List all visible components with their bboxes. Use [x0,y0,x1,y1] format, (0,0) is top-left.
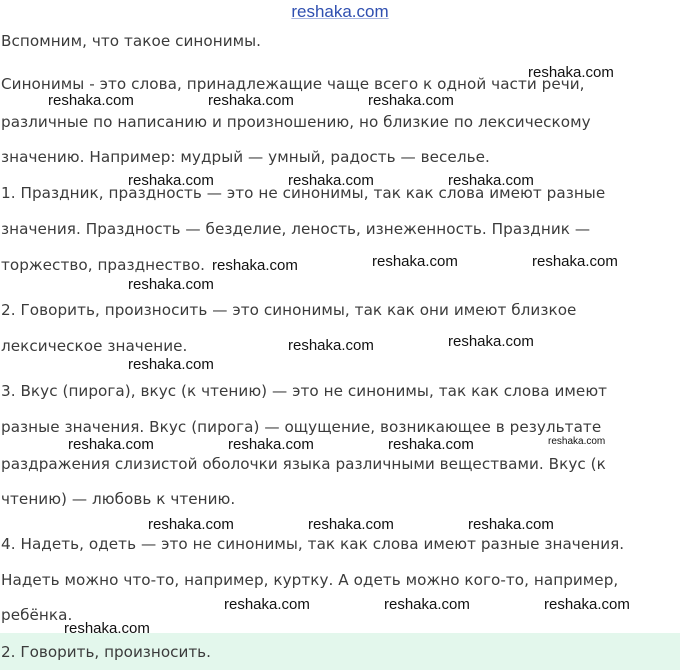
answer-text: 2. Говорить, произносить. [1,643,211,661]
answer-box [0,633,680,670]
watermark: reshaka.com [388,436,474,453]
watermark: reshaka.com [128,172,214,189]
watermark: reshaka.com [68,436,154,453]
text-line: 3. Вкус (пирога), вкус (к чтению) — это не синонимы, так как слова имеют [1,382,608,400]
intro-line: Вспомним, что такое синонимы. [1,32,262,50]
text-line: разные значения. Вкус (пирога) — ощущение, возникающее в результате [1,418,602,436]
text-line: 4. Надеть, одеть — это не синонимы, так как слова имеют разные значения. [1,535,625,553]
watermark: reshaka.com [64,620,150,637]
text-line: Синонимы - это слова, принадлежащие чаще всего к одной части речи, [1,75,585,93]
watermark: reshaka.com [532,253,618,270]
text-line: значения. Праздность — безделие, леность, изнеженность. Праздник — [1,220,591,238]
text-line: различные по написанию и произношению, но близкие по лексическому [1,113,591,131]
site-watermark-header[interactable]: reshaka.com [291,2,389,21]
watermark: reshaka.com [212,257,298,274]
watermark: reshaka.com [448,172,534,189]
watermark: reshaka.com [224,596,310,613]
watermark: reshaka.com [528,64,614,81]
watermark: reshaka.com [288,337,374,354]
text-line: торжество, празднество. [1,256,206,274]
watermark: reshaka.com [468,516,554,533]
text-line: значению. Например: мудрый — умный, радость — веселье. [1,148,490,166]
text-line: 2. Говорить, произносить — это синонимы, так как они имеют близкое [1,301,577,319]
watermark: reshaka.com [544,596,630,613]
watermark: reshaka.com [372,253,458,270]
watermark: reshaka.com [208,92,294,109]
text-line: 1. Праздник, праздность — это не синонимы, так как слова имеют разные [1,184,606,202]
text-line: чтению) — любовь к чтению. [1,490,236,508]
watermark: reshaka.com [384,596,470,613]
watermark: reshaka.com [368,92,454,109]
watermark: reshaka.com [148,516,234,533]
watermark: reshaka.com [448,333,534,350]
watermark: reshaka.com [48,92,134,109]
watermark: reshaka.com [288,172,374,189]
text-line: Надеть можно что-то, например, куртку. А одеть можно кого-то, например, [1,571,619,589]
watermark: reshaka.com [548,436,606,447]
text-line: раздражения слизистой оболочки языка различными веществами. Вкус (к [1,455,606,473]
watermark: reshaka.com [128,276,214,293]
watermark: reshaka.com [308,516,394,533]
text-line: лексическое значение. [1,337,188,355]
watermark: reshaka.com [228,436,314,453]
text-line: ребёнка. [1,606,73,624]
watermark: reshaka.com [128,356,214,373]
